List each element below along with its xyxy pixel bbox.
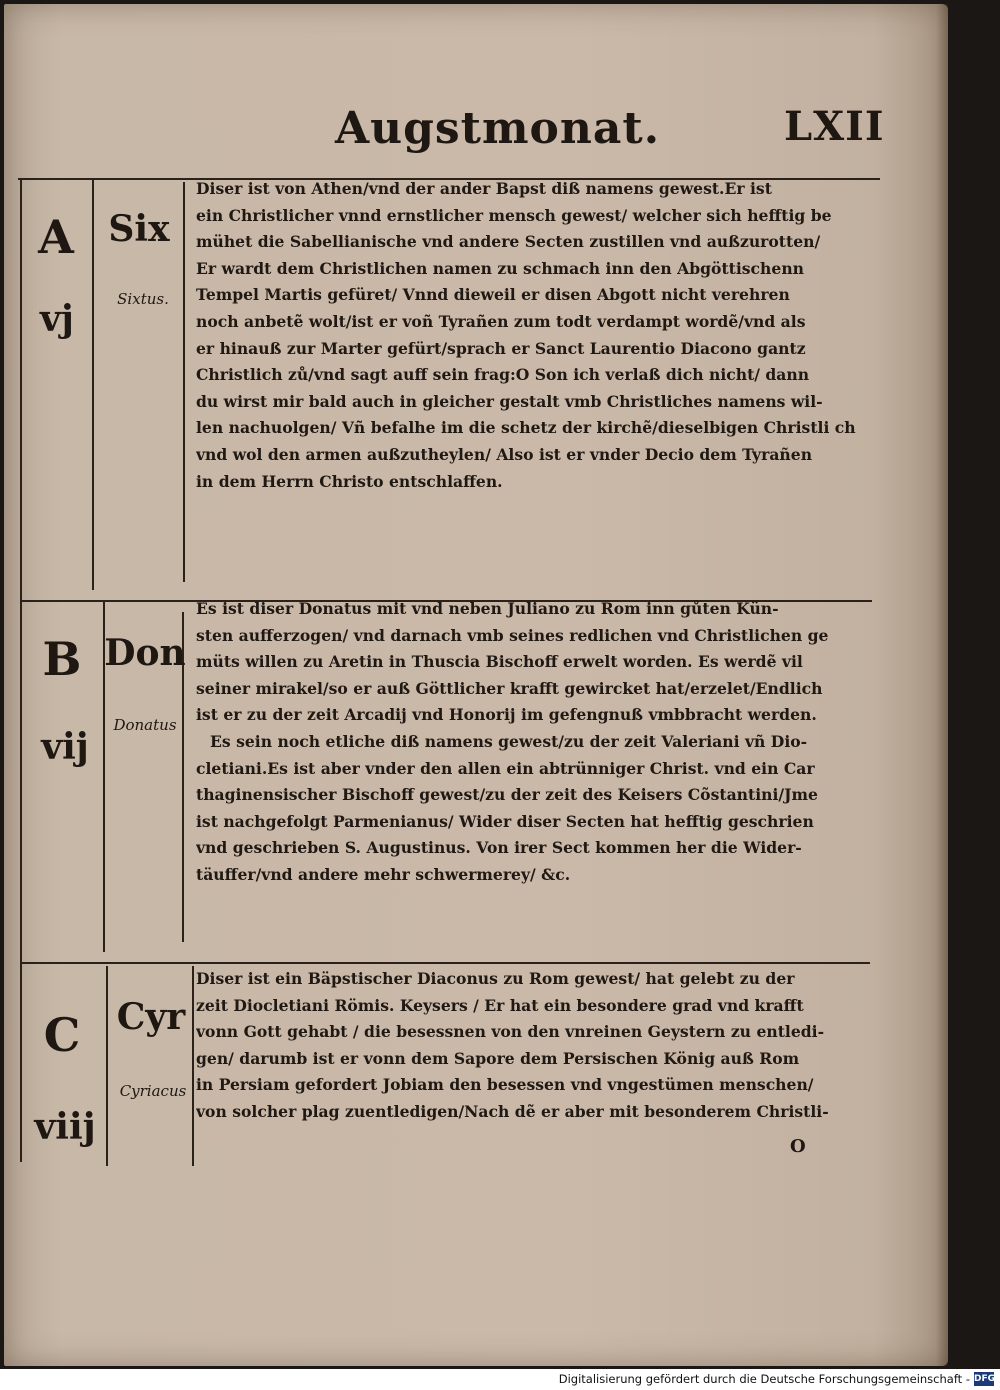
text-line: Es sein noch etliche diß namens gewest/zu der zeit Valeriani vñ Dio- [210,731,808,751]
folio-number: LXII [784,103,885,150]
text-line: Es ist diser Donatus mit vnd neben Juliano zu Rom inn gůten Kün- [196,599,779,618]
text-line: müts willen zu Aretin in Thuscia Bischoff erwelt worden. Es werdẽ vil [196,652,803,672]
page-title: Augstmonat. [335,103,661,154]
text-line: noch anbetẽ wolt/ist er voñ Tyrañen zum todt verdampt wordẽ/vnd als [196,311,806,331]
day-number-6: vj [40,298,74,340]
text-line: Diser ist von Athen/vnd der ander Bapst diß namens gewest.Er ist [196,179,772,198]
entry-cyriacus-text [196,966,882,1126]
text-line: in Persiam gefordert Jobiam den besessen vnd vngestümen menschen/ [196,1075,814,1095]
text-line: len nachuolgen/ Vñ befalhe im die schetz der kirchẽ/dieselbigen Christli ch [196,418,856,438]
footer-funding-text: Digitalisierung gefördert durch die Deutsche Forschungsgemeinschaft - [558,1372,970,1386]
text-line: von solcher plag zuentledigen/Nach dẽ er aber mit besonderem Christli- [196,1101,829,1121]
entry-sixtus-text [196,176,882,495]
page-edge-shadow [936,4,948,1366]
text-line: gen/ darumb ist er vonn dem Sapore dem Persischen König auß Rom [196,1048,800,1068]
text-line: ist er zu der zeit Arcadij vnd Honorij im gefengnuß vmbbracht werden. [196,705,817,725]
text-line: Christlich zů/vnd sagt auff sein frag:O Son ich verlaß dich nicht/ dann [196,365,810,385]
text-line: ist nachgefolgt Parmenianus/ Wider diser Secten hat hefftig geschrien [196,811,814,831]
text-line: Er wardt dem Christlichen namen zu schmach inn den Abgöttischenn [196,258,804,278]
day-letter-c: C [43,1008,81,1062]
day-letter-a: A [38,210,74,264]
text-line: thaginensischer Bischoff gewest/zu der zeit des Keisers Cõstantini/Jme [196,785,818,805]
text-line: Tempel Martis gefüret/ Vnnd dieweil er disen Abgott nicht verehren [196,285,790,305]
entry-donatus-text [196,596,882,889]
day-number-8: viij [34,1106,96,1148]
text-line: vnd wol den armen außzutheylen/ Also ist er vnder Decio dem Tyrañen [196,444,813,464]
saint-abbr-sixtus: Six [108,208,170,250]
catchword: O [790,1136,806,1157]
saint-latin-donatus: Donatus [113,716,177,734]
saint-latin-sixtus: Sixtus. [117,290,169,308]
day-letter-b: B [42,632,82,686]
text-line: täuffer/vnd andere mehr schwermerey/ &c. [196,864,571,884]
saint-abbr-cyriacus: Cyr [116,996,186,1038]
text-line: cletiani.Es ist aber vnder den allen ein abtrünniger Christ. vnd ein Car [196,758,815,778]
day-number-7: vij [41,726,89,768]
text-line: Diser ist ein Bäpstischer Diaconus zu Rom gewest/ hat gelebt zu der [196,969,795,988]
saint-latin-cyriacus: Cyriacus [119,1082,187,1100]
text-line: zeit Diocletiani Römis. Keysers / Er hat ein besondere grad vnd krafft [196,995,804,1015]
text-line: seiner mirakel/so er auß Göttlicher krafft gewircket hat/erzelet/Endlich [196,678,823,698]
dfg-logo-icon: DFG [974,1374,996,1384]
text-line: vnd geschrieben S. Augustinus. Von irer Sect kommen her die Wider- [196,838,802,858]
text-line: sten aufferzogen/ vnd darnach vmb seines redlichen vnd Christlichen ge [196,625,829,645]
text-line: in dem Herrn Christo entschlaffen. [196,471,503,491]
entry-divider-2 [22,962,870,964]
text-line: du wirst mir bald auch in gleicher gestalt vmb Christliches namens wil- [196,391,823,411]
saint-abbr-donatus: Don [104,632,186,674]
text-line: vonn Gott gehabt / die besessnen von den vnreinen Geystern zu entledi- [196,1022,825,1042]
text-line: ein Christlicher vnnd ernstlicher mensch gewest/ welcher sich hefftig be [196,205,832,225]
text-line: er hinauß zur Marter gefürt/sprach er Sanct Laurentio Diacono gantz [196,338,806,358]
text-line: mühet die Sabellianische vnd andere Secten zustillen vnd außzurotten/ [196,232,821,252]
